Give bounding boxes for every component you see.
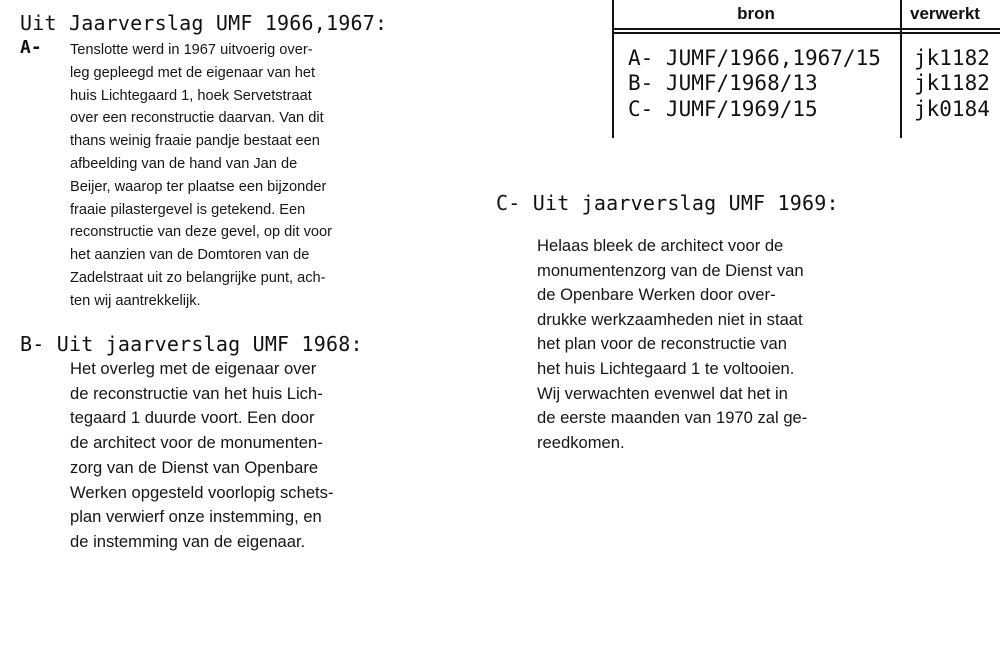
section-a-line: Zadelstraat uit zo belangrijke punt, ach- [70, 269, 326, 286]
section-c-line: reedkomen. [537, 432, 625, 452]
table-divider [900, 0, 902, 138]
section-a-line: huis Lichtegaard 1, hoek Servetstraat [70, 87, 312, 104]
section-a-line: thans weinig fraaie pandje bestaat een [70, 133, 320, 150]
section-c-paragraph [537, 234, 807, 455]
table-cell-processed: jk1182 [914, 46, 990, 70]
section-b-heading: B- Uit jaarverslag UMF 1968: [20, 332, 363, 356]
section-b-line: de architect voor de monumenten- [70, 433, 323, 453]
section-a-heading: Uit Jaarverslag UMF 1966,1967: [20, 11, 388, 35]
section-c-line: Wij verwachten evenwel dat het in [537, 383, 788, 403]
section-a-line: leg gepleegd met de eigenaar van het [70, 64, 316, 81]
source-table [612, 0, 1000, 140]
section-a-paragraph [70, 39, 332, 313]
section-c-line: Helaas bleek de architect voor de [537, 236, 784, 255]
table-cell-source: A- JUMF/1966,1967/15 [628, 46, 881, 70]
table-header-rule-top [612, 28, 1000, 30]
section-b-paragraph [70, 357, 334, 555]
section-b-line: Werken opgesteld voorlopig schets- [70, 482, 334, 502]
table-cell-processed: jk0184 [914, 97, 990, 121]
table-header-processed: verwerkt [910, 4, 980, 23]
section-c-heading: C- Uit jaarverslag UMF 1969: [496, 191, 839, 215]
table-header-source: bron [737, 4, 775, 23]
section-c-line: de eerste maanden van 1970 zal ge- [537, 408, 808, 428]
section-a-line: ten wij aantrekkelijk. [70, 292, 201, 309]
table-cell-source: C- JUMF/1969/15 [628, 97, 818, 121]
section-a-line: over een reconstructie daarvan. Van dit [70, 110, 324, 127]
section-c-line: drukke werkzaamheden niet in staat [537, 309, 803, 329]
section-a-line: reconstructie van deze gevel, op dit voor [70, 224, 333, 241]
section-a-line: fraaie pilastergevel is getekend. Een [70, 201, 306, 218]
section-c-line: het huis Lichtegaard 1 te voltooien. [537, 358, 795, 378]
section-c-line: de Openbare Werken door over- [537, 285, 776, 305]
section-c-line: monumentenzorg van de Dienst van [537, 260, 804, 280]
section-a-line: Tenslotte werd in 1967 uitvoerig over- [70, 42, 313, 58]
section-c-line: het plan voor de reconstructie van [537, 334, 787, 354]
section-b-line: plan verwierf onze instemming, en [70, 507, 322, 527]
section-b-line: de instemming van de eigenaar. [70, 531, 306, 551]
table-cell-processed: jk1182 [914, 71, 990, 95]
table-cell-source: B- JUMF/1968/13 [628, 71, 818, 95]
section-a-marker: A- [20, 37, 42, 58]
section-b-line: Het overleg met de eigenaar over [70, 359, 317, 378]
section-b-line: zorg van de Dienst van Openbare [70, 457, 319, 477]
section-b-line: de reconstructie van het huis Lich- [70, 383, 323, 403]
section-b-line: tegaard 1 duurde voort. Een door [70, 408, 315, 428]
section-a-line: afbeelding van de hand van Jan de [70, 155, 298, 172]
table-header-rule-bottom [612, 32, 1000, 34]
section-a-line: het aanzien van de Domtoren van de [70, 247, 310, 264]
section-a-line: Beijer, waarop ter plaatse een bijzonder [70, 178, 327, 195]
